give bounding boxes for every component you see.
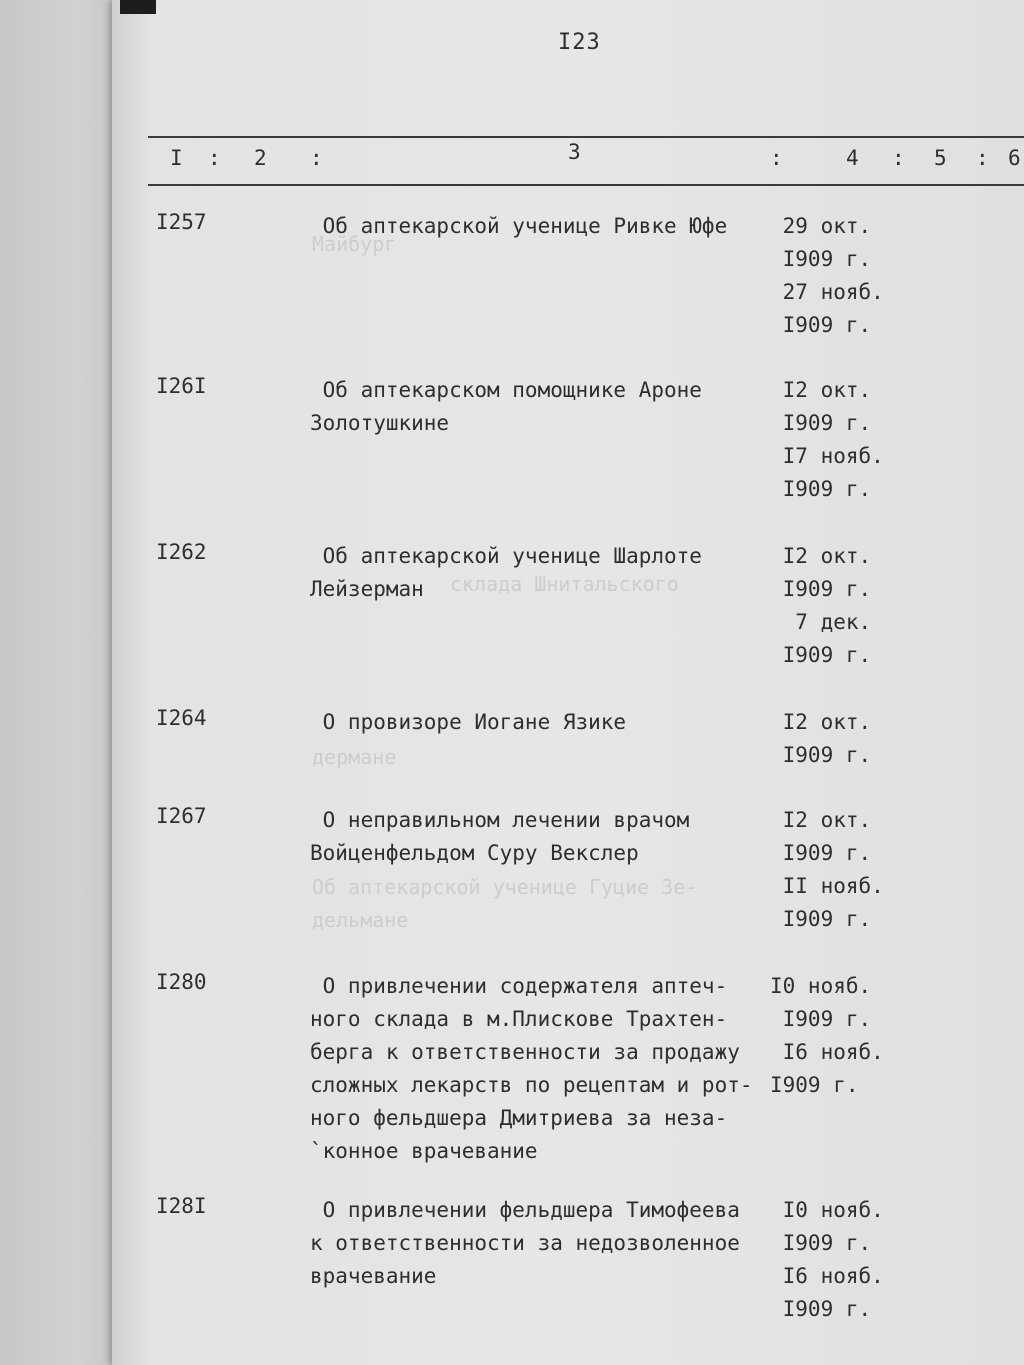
table-header-rule bbox=[148, 184, 1024, 186]
table-header-row bbox=[0, 140, 1024, 180]
case-number: I257 bbox=[156, 210, 207, 234]
date-line: I6 нояб. bbox=[770, 1264, 884, 1288]
bleed-through-text: дермане bbox=[312, 745, 397, 769]
bleed-through-text: Об аптекарской ученице Гуцие Зе- bbox=[312, 875, 698, 899]
column-header: 5 bbox=[934, 146, 947, 170]
case-number: I28I bbox=[156, 1194, 207, 1218]
date-line: 7 дек. bbox=[770, 610, 872, 634]
date-line: I909 г. bbox=[770, 477, 872, 501]
date-line: I909 г. bbox=[770, 1231, 872, 1255]
case-number: I280 bbox=[156, 970, 207, 994]
column-separator: : bbox=[208, 146, 221, 170]
date-line: II нояб. bbox=[770, 874, 884, 898]
date-line: I909 г. bbox=[770, 1297, 872, 1321]
case-dates bbox=[770, 706, 900, 772]
binder-corner bbox=[120, 0, 156, 14]
date-line: 27 нояб. bbox=[770, 280, 884, 304]
date-line: I909 г. bbox=[770, 907, 872, 931]
date-line: I909 г. bbox=[770, 643, 872, 667]
date-line: 29 окт. bbox=[770, 214, 872, 238]
case-dates bbox=[770, 1194, 900, 1326]
case-number: I267 bbox=[156, 804, 207, 828]
case-dates bbox=[770, 374, 900, 506]
bleed-through-text: Майбург bbox=[312, 232, 397, 256]
column-header: 4 bbox=[846, 146, 859, 170]
column-header: 3 bbox=[568, 140, 581, 164]
desk-background bbox=[0, 0, 130, 1365]
date-line: I6 нояб. bbox=[770, 1040, 884, 1064]
case-title: Об аптекарской ученице Ривке Юфе bbox=[310, 214, 728, 238]
case-dates bbox=[770, 970, 900, 1102]
case-dates bbox=[770, 540, 900, 672]
date-line: I909 г. bbox=[770, 1073, 859, 1097]
column-separator: : bbox=[976, 146, 989, 170]
bleed-through-text: склада Шнитальского bbox=[450, 572, 679, 596]
date-line: I909 г. bbox=[770, 313, 872, 337]
case-number: I264 bbox=[156, 706, 207, 730]
date-line: I909 г. bbox=[770, 247, 872, 271]
page-number: I23 bbox=[558, 30, 601, 55]
date-line: I909 г. bbox=[770, 743, 872, 767]
date-line: I2 окт. bbox=[770, 544, 872, 568]
column-header: 6 bbox=[1008, 146, 1021, 170]
date-line: I909 г. bbox=[770, 841, 872, 865]
column-separator: : bbox=[770, 146, 783, 170]
column-header: 2 bbox=[254, 146, 267, 170]
case-title: О привлечении фельдшера Тимофеева к ответственности за недозволенное врачевание bbox=[310, 1198, 740, 1288]
case-number: I262 bbox=[156, 540, 207, 564]
date-line: I909 г. bbox=[770, 577, 872, 601]
date-line: I0 нояб. bbox=[770, 974, 872, 998]
table-top-rule bbox=[148, 136, 1024, 138]
case-title: Об аптекарском помощнике Ароне Золотушкине bbox=[310, 378, 702, 435]
date-line: I2 окт. bbox=[770, 808, 872, 832]
date-line: I909 г. bbox=[770, 1007, 872, 1031]
case-number: I26I bbox=[156, 374, 207, 398]
column-separator: : bbox=[892, 146, 905, 170]
case-title: О неправильном лечении врачом Войценфельдом Суру Векслер bbox=[310, 808, 690, 865]
case-title: О привлечении содержателя аптеч- ного склада в м.Плискове Трахтен- берга к ответственности за продажу сложных лекарств по рецептам и рот- ного фельдшера Дмитриева за неза- `конное врачевание bbox=[310, 974, 753, 1163]
column-separator: : bbox=[310, 146, 323, 170]
case-title: О провизоре Иогане Язике bbox=[310, 710, 627, 734]
date-line: I7 нояб. bbox=[770, 444, 884, 468]
case-dates bbox=[770, 804, 900, 936]
date-line: I909 г. bbox=[770, 411, 872, 435]
date-line: I0 нояб. bbox=[770, 1198, 884, 1222]
date-line: I2 окт. bbox=[770, 378, 872, 402]
bleed-through-text: дельмане bbox=[312, 908, 409, 932]
case-title: Об аптекарской ученице Шарлоте Лейзерман bbox=[310, 544, 702, 601]
date-line: I2 окт. bbox=[770, 710, 872, 734]
case-dates bbox=[770, 210, 900, 342]
column-header: I bbox=[170, 146, 183, 170]
